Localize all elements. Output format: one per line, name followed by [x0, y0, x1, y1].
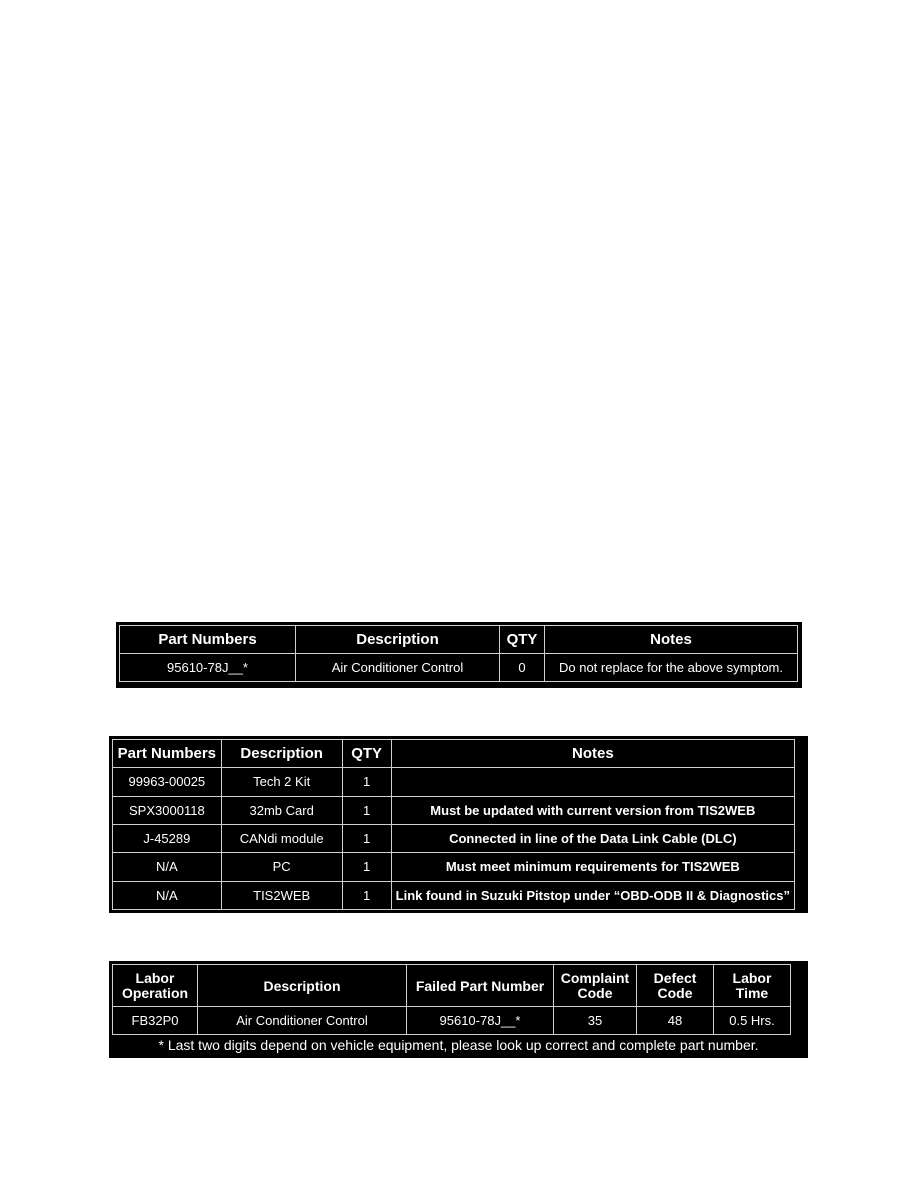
tools-header-part-numbers: Part Numbers	[113, 740, 222, 768]
labor-table-panel	[109, 961, 808, 1058]
labor-header-complaint-code	[554, 965, 637, 1007]
tools-cell-notes	[391, 768, 794, 796]
table-row	[113, 796, 795, 824]
labor-header-failed-part: Failed Part Number	[407, 965, 554, 1007]
tools-cell-description: Tech 2 Kit	[221, 768, 342, 796]
tools-cell-notes: Must be updated with current version from TIS2WEB	[391, 796, 794, 824]
labor-cell-description: Air Conditioner Control	[198, 1007, 407, 1035]
tools-cell-qty: 1	[342, 881, 391, 909]
tools-cell-part-number: N/A	[113, 853, 222, 881]
parts-table-header-row	[120, 626, 798, 654]
parts-cell-part-number: 95610-78J__*	[120, 654, 296, 682]
tools-cell-part-number: N/A	[113, 881, 222, 909]
tools-header-notes: Notes	[391, 740, 794, 768]
labor-header-operation-text: Labor Operation	[121, 969, 189, 1001]
tools-table	[112, 739, 795, 910]
tools-cell-description: CANdi module	[221, 824, 342, 852]
tools-cell-qty: 1	[342, 796, 391, 824]
labor-cell-defect-code: 48	[637, 1007, 714, 1035]
labor-header-defect-code	[637, 965, 714, 1007]
tools-header-description: Description	[221, 740, 342, 768]
table-row	[113, 881, 795, 909]
parts-cell-description: Air Conditioner Control	[296, 654, 500, 682]
parts-cell-qty: 0	[500, 654, 545, 682]
tools-header-qty: QTY	[342, 740, 391, 768]
tools-cell-part-number: SPX3000118	[113, 796, 222, 824]
labor-cell-operation: FB32P0	[113, 1007, 198, 1035]
tools-cell-description: TIS2WEB	[221, 881, 342, 909]
labor-table-header-row	[113, 965, 791, 1007]
table-row	[113, 768, 795, 796]
parts-header-notes: Notes	[545, 626, 798, 654]
labor-header-labor-time	[714, 965, 791, 1007]
labor-header-defect-code-text: Defect Code	[653, 969, 697, 1001]
tools-cell-part-number: 99963-00025	[113, 768, 222, 796]
labor-header-description: Description	[198, 965, 407, 1007]
labor-table	[112, 964, 791, 1035]
tools-cell-description: PC	[221, 853, 342, 881]
parts-header-qty: QTY	[500, 626, 545, 654]
labor-footnote: * Last two digits depend on vehicle equipment, please look up correct and complete part number.	[158, 1037, 759, 1053]
table-row	[113, 824, 795, 852]
parts-header-part-numbers: Part Numbers	[120, 626, 296, 654]
tools-table-panel	[109, 736, 808, 913]
tools-cell-qty: 1	[342, 768, 391, 796]
tools-cell-qty: 1	[342, 824, 391, 852]
labor-header-operation	[113, 965, 198, 1007]
table-row	[113, 853, 795, 881]
parts-table	[119, 625, 798, 682]
labor-cell-labor-time: 0.5 Hrs.	[714, 1007, 791, 1035]
tools-cell-notes: Connected in line of the Data Link Cable (DLC)	[391, 824, 794, 852]
labor-header-labor-time-text: Labor Time	[732, 969, 772, 1001]
tools-cell-notes: Link found in Suzuki Pitstop under “OBD-ODB II & Diagnostics”	[391, 881, 794, 909]
labor-cell-failed-part: 95610-78J__*	[407, 1007, 554, 1035]
tools-cell-notes: Must meet minimum requirements for TIS2WEB	[391, 853, 794, 881]
labor-header-complaint-code-text: Complaint Code	[560, 969, 630, 1001]
tools-cell-part-number: J-45289	[113, 824, 222, 852]
table-row	[113, 1007, 791, 1035]
tools-cell-description: 32mb Card	[221, 796, 342, 824]
parts-cell-notes: Do not replace for the above symptom.	[545, 654, 798, 682]
labor-cell-complaint-code: 35	[554, 1007, 637, 1035]
parts-table-panel	[116, 622, 802, 688]
tools-cell-qty: 1	[342, 853, 391, 881]
table-row	[120, 654, 798, 682]
tools-table-header-row	[113, 740, 795, 768]
parts-header-description: Description	[296, 626, 500, 654]
